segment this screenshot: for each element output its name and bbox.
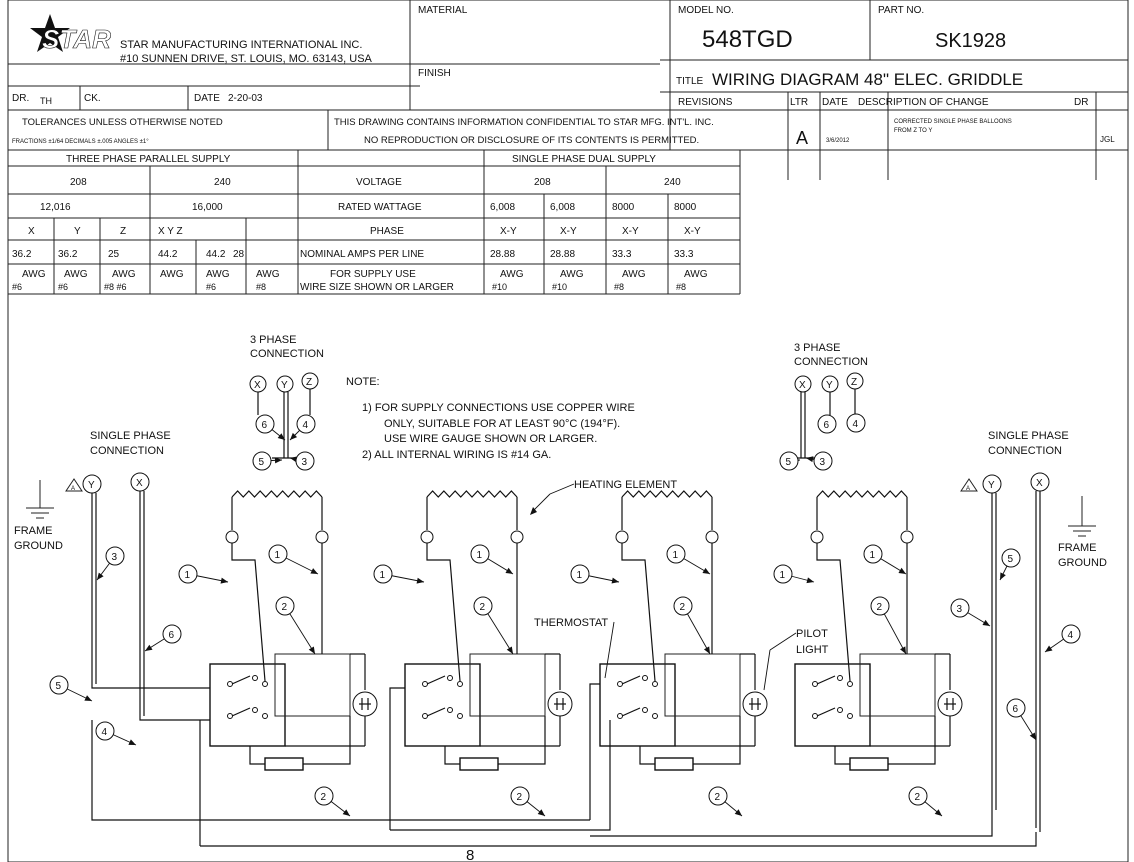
balloon-number: 1 — [779, 570, 786, 581]
sp-phase: X-Y — [500, 226, 517, 237]
thermostat-switch — [600, 664, 675, 746]
note-1b: ONLY, SUITABLE FOR AT LEAST 90°C (194°F). — [384, 418, 621, 430]
diagram-labels — [14, 334, 1107, 862]
callout-balloon — [256, 415, 285, 440]
tp-awg-size: #8 #6 — [104, 282, 127, 292]
tp-awg-size: #6 — [206, 282, 217, 292]
revision-date-label: DATE — [822, 97, 848, 108]
page-number: 8 — [466, 847, 475, 862]
row-label-phase: PHASE — [370, 226, 404, 237]
balloon-number: 1 — [274, 550, 281, 561]
three-phase-header: THREE PHASE PARALLEL SUPPLY — [66, 154, 231, 165]
finish-label: FINISH — [418, 68, 451, 79]
callout-balloon — [1045, 625, 1080, 652]
single-phase-label-right-2: CONNECTION — [988, 445, 1062, 457]
tp-awg: AWG — [22, 269, 46, 280]
tp-amps: 44.2 — [206, 249, 226, 260]
note-1a: 1) FOR SUPPLY CONNECTIONS USE COPPER WIRE — [362, 402, 635, 414]
thermostat-label: THERMOSTAT — [534, 617, 609, 629]
tp-phase: X Y Z — [158, 226, 183, 237]
tp-awg: AWG — [206, 269, 230, 280]
callout-balloon — [871, 597, 906, 654]
callout-balloon — [179, 565, 228, 584]
balloon-number: 4 — [101, 727, 108, 738]
sp-awg-size: #8 — [614, 282, 625, 292]
heating-element — [817, 491, 907, 497]
heater-cell — [210, 491, 377, 770]
callout-balloon — [145, 625, 181, 651]
ground-icon — [1068, 496, 1096, 536]
tp-amps: 44.2 — [158, 249, 178, 260]
callout-balloon — [474, 597, 513, 654]
row-label-voltage: VOLTAGE — [356, 177, 402, 188]
balloon-number: 2 — [876, 602, 883, 613]
tp-awg: AWG — [64, 269, 88, 280]
sp-awg: AWG — [622, 269, 646, 280]
callout-balloon — [780, 452, 800, 470]
row-label-wire-size: WIRE SIZE SHOWN OR LARGER — [300, 282, 454, 293]
drawn-by-value: TH — [40, 96, 52, 106]
sp-awg: AWG — [500, 269, 524, 280]
terminal-z: Z — [306, 377, 313, 388]
sp-amps: 33.3 — [612, 249, 632, 260]
callout-balloon — [806, 452, 832, 470]
balloon-number: 1 — [476, 550, 483, 561]
element-terminal — [226, 531, 238, 543]
tp-awg-size: #6 — [58, 282, 69, 292]
revision-description-2: FROM Z TO Y — [894, 128, 933, 134]
sp-awg-size: #10 — [552, 282, 568, 292]
balloon-number: 2 — [914, 792, 921, 803]
tolerances-heading: TOLERANCES UNLESS OTHERWISE NOTED — [22, 117, 223, 128]
tp-awg: AWG — [256, 269, 280, 280]
callout-balloon — [818, 415, 836, 433]
heating-element — [427, 491, 517, 497]
date-value: 2-20-03 — [228, 93, 263, 104]
sp-phase: X-Y — [684, 226, 701, 237]
element-terminal — [811, 531, 823, 543]
balloon-number: 3 — [956, 604, 963, 615]
sp-amps: 28.88 — [550, 249, 576, 260]
balloon-number: 2 — [479, 602, 486, 613]
callout-balloon — [864, 545, 906, 574]
tp-awg-size: #8 — [256, 282, 267, 292]
callout-balloon — [96, 722, 136, 745]
tp-awg: AWG — [160, 269, 184, 280]
callout-balloon — [276, 597, 315, 654]
callout-balloon — [315, 787, 350, 816]
sp-awg-size: #10 — [492, 282, 508, 292]
thermostat-switch — [795, 664, 870, 746]
revisions-label: REVISIONS — [678, 97, 733, 108]
balloon-number: 2 — [516, 792, 523, 803]
tp-awg: AWG — [112, 269, 136, 280]
supply-table — [8, 150, 740, 294]
element-terminal — [511, 531, 523, 543]
company-name: STAR MANUFACTURING INTERNATIONAL INC. — [120, 39, 363, 51]
material-label: MATERIAL — [418, 5, 468, 16]
title-label: TITLE — [676, 76, 704, 87]
row-label-supply: FOR SUPPLY USE — [330, 269, 416, 280]
heating-element — [622, 491, 712, 497]
resistor — [655, 758, 693, 770]
model-value: 548TGD — [702, 26, 793, 53]
terminal-x: X — [254, 380, 261, 391]
balloon-number: 6 — [261, 420, 268, 431]
balloon-number: 3 — [819, 457, 826, 468]
element-terminal — [706, 531, 718, 543]
note-2: 2) ALL INTERNAL WIRING IS #14 GA. — [362, 449, 552, 461]
balloon-number: 1 — [869, 550, 876, 561]
balloon-number: 4 — [852, 419, 859, 430]
terminal-x: X — [1036, 478, 1043, 489]
callout-balloon — [667, 545, 710, 574]
sp-amps: 28.88 — [490, 249, 516, 260]
balloon-number: 6 — [823, 420, 830, 431]
revision-drawn-label: DR — [1074, 97, 1089, 108]
frame-ground-label-right-2: GROUND — [1058, 557, 1107, 569]
note-title: NOTE: — [346, 376, 380, 388]
balloon-number: 3 — [111, 552, 118, 563]
sp-wattage: 8000 — [612, 202, 635, 213]
balloon-number: 6 — [1012, 704, 1019, 715]
tp-amps: 36.2 — [58, 249, 78, 260]
sp-awg: AWG — [684, 269, 708, 280]
company-address: #10 SUNNEN DRIVE, ST. LOUIS, MO. 63143, USA — [120, 53, 372, 65]
balloon-number: 5 — [1007, 554, 1014, 565]
callout-balloon — [97, 547, 124, 580]
checked-by-label: CK. — [84, 93, 101, 104]
callout-balloon — [951, 599, 990, 626]
terminal-y: Y — [281, 380, 288, 391]
balloon-number: 6 — [168, 630, 175, 641]
balloon-number: 2 — [714, 792, 721, 803]
single-phase-label-right-1: SINGLE PHASE — [988, 430, 1069, 442]
terminal-y: Y — [826, 380, 833, 391]
resistor — [460, 758, 498, 770]
tp-phase: X — [28, 226, 35, 237]
balloon-number: 5 — [258, 457, 265, 468]
tp-wattage-208: 12,016 — [40, 202, 71, 213]
tp-phase: Y — [74, 226, 81, 237]
row-label-wattage: RATED WATTAGE — [338, 202, 422, 213]
balloon-number: 5 — [785, 457, 792, 468]
revision-letter-label: LTR — [790, 97, 809, 108]
single-phase-header: SINGLE PHASE DUAL SUPPLY — [512, 154, 656, 165]
element-terminal — [616, 531, 628, 543]
sp-phase: X-Y — [560, 226, 577, 237]
sp-awg: AWG — [560, 269, 584, 280]
element-terminal — [316, 531, 328, 543]
pilot-light-label-1: PILOT — [796, 628, 828, 640]
element-terminal — [901, 531, 913, 543]
thermostat-switch — [405, 664, 480, 746]
tp-voltage-240: 240 — [214, 177, 231, 188]
balloon-number: 4 — [1067, 630, 1074, 641]
element-terminal — [421, 531, 433, 543]
heater-cell — [405, 491, 572, 770]
revision-letter: A — [796, 128, 809, 148]
tp-phase: Z — [120, 226, 127, 237]
callout-balloon — [471, 545, 513, 574]
warning-mark: A — [966, 486, 971, 492]
part-label: PART NO. — [878, 5, 925, 16]
three-phase-label-right-1: 3 PHASE — [794, 342, 841, 354]
callout-balloon — [374, 565, 424, 584]
note-1c: USE WIRE GAUGE SHOWN OR LARGER. — [384, 433, 598, 445]
heater-circuits — [210, 491, 962, 770]
thermostat-switch — [210, 664, 285, 746]
callout-balloon — [571, 565, 619, 584]
callout-balloon — [709, 787, 742, 816]
part-value: SK1928 — [935, 30, 1007, 52]
frame-ground-label-left-1: FRAME — [14, 525, 53, 537]
tp-wattage-240: 16,000 — [192, 202, 223, 213]
drawn-by-label: DR. — [12, 93, 30, 104]
balloon-number: 1 — [576, 570, 583, 581]
balloon-number: 2 — [679, 602, 686, 613]
sp-voltage-208: 208 — [534, 177, 551, 188]
confidential-line-2: NO REPRODUCTION OR DISCLOSURE OF ITS CONTENTS IS PERMITTED. — [364, 135, 700, 146]
tp-voltage-208: 208 — [70, 177, 87, 188]
single-phase-label-left-2: CONNECTION — [90, 445, 164, 457]
star-logo — [30, 14, 111, 54]
single-phase-label-left-1: SINGLE PHASE — [90, 430, 171, 442]
callout-balloon — [674, 597, 710, 654]
callout-balloon — [847, 414, 865, 432]
sp-voltage-240: 240 — [664, 177, 681, 188]
balloon-number: 1 — [184, 570, 191, 581]
model-label: MODEL NO. — [678, 5, 734, 16]
frame-ground-label-right-1: FRAME — [1058, 542, 1097, 554]
row-label-amps: NOMINAL AMPS PER LINE — [300, 249, 425, 260]
balloon-number: 2 — [320, 792, 327, 803]
revision-date: 3/6/2012 — [826, 138, 850, 144]
ground-icon — [26, 480, 54, 518]
balloon-number: 2 — [281, 602, 288, 613]
resistor — [265, 758, 303, 770]
date-label: DATE — [194, 93, 220, 104]
callout-balloon — [269, 545, 318, 574]
tp-awg-size: #6 — [12, 282, 23, 292]
terminal-y: Y — [988, 480, 995, 491]
sp-amps: 33.3 — [674, 249, 694, 260]
callout-balloon — [1007, 699, 1036, 740]
warning-mark: A — [71, 486, 76, 492]
three-phase-label-left-1: 3 PHASE — [250, 334, 297, 346]
frame-ground-label-left-2: GROUND — [14, 540, 63, 552]
heater-cell — [600, 491, 767, 770]
title-value: WIRING DIAGRAM 48" ELEC. GRIDDLE — [712, 70, 1024, 89]
tp-amps: 36.2 — [12, 249, 32, 260]
heating-element-label: HEATING ELEMENT — [574, 479, 678, 491]
callout-balloon — [290, 415, 315, 440]
revision-drawn-by: JGL — [1100, 135, 1115, 144]
balloon-number: 5 — [55, 681, 62, 692]
terminal-x: X — [136, 478, 143, 489]
tp-amps: 28 — [233, 249, 245, 260]
balloon-number: 1 — [379, 570, 386, 581]
balloon-number: 3 — [301, 457, 308, 468]
logo-text: STAR — [42, 24, 111, 54]
callout-balloon — [909, 787, 942, 816]
sp-wattage: 8000 — [674, 202, 697, 213]
callout-balloon — [774, 565, 814, 583]
tolerances-detail: FRACTIONS ±1/64 DECIMALS ±.005 ANGLES ±1° — [12, 139, 149, 145]
pilot-light-label-2: LIGHT — [796, 644, 829, 656]
terminal-y: Y — [88, 480, 95, 491]
tp-amps: 25 — [108, 249, 120, 260]
three-phase-label-right-2: CONNECTION — [794, 356, 868, 368]
resistor — [850, 758, 888, 770]
confidential-line-1: THIS DRAWING CONTAINS INFORMATION CONFIDENTIAL TO STAR MFG. INT'L. INC. — [334, 117, 714, 128]
callout-balloon — [511, 787, 545, 816]
callout-balloon — [50, 676, 92, 701]
terminal-z: Z — [851, 377, 858, 388]
sp-phase: X-Y — [622, 226, 639, 237]
callout-balloon — [1000, 549, 1020, 580]
terminal-x: X — [799, 380, 806, 391]
title-block — [8, 0, 1128, 862]
balloon-number: 4 — [302, 420, 309, 431]
revision-description-label: DESCRIPTION OF CHANGE — [858, 97, 989, 108]
revision-description-1: CORRECTED SINGLE PHASE BALLOONS — [894, 119, 1012, 125]
balloon-number: 1 — [672, 550, 679, 561]
callout-balloon — [290, 452, 314, 470]
callout-balloon — [253, 452, 282, 470]
sp-wattage: 6,008 — [490, 202, 516, 213]
heating-element — [232, 491, 322, 497]
callout-balloons — [50, 414, 1080, 816]
sp-wattage: 6,008 — [550, 202, 576, 213]
three-phase-label-left-2: CONNECTION — [250, 348, 324, 360]
sp-awg-size: #8 — [676, 282, 687, 292]
